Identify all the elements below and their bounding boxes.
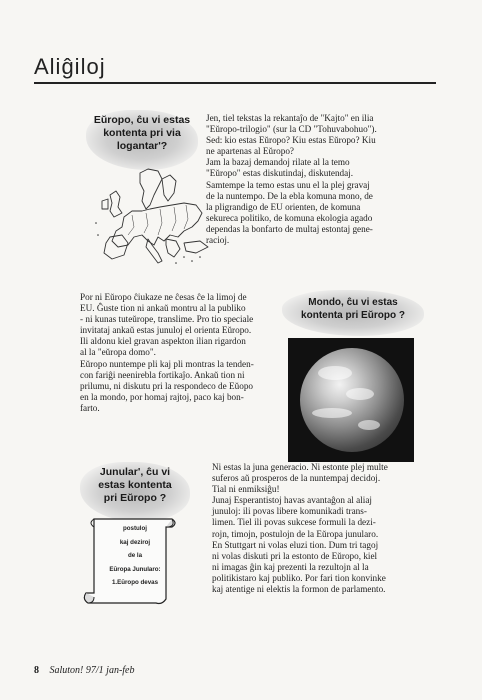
text-line: ni volas diskuti pri la estonto de Eŭropo, kiel (212, 550, 378, 561)
text-line: rojn, timojn, postulojn de la Eŭropa junularo. (212, 528, 379, 539)
section-title: Aliĝiloj (34, 54, 106, 79)
paragraph-europe-borders (80, 292, 276, 414)
bubble-line: Eŭropo, ĉu vi estas (93, 114, 191, 126)
text-line: Eŭropo nuntempe pli kaj pli montras la tenden- (80, 358, 254, 369)
text-line: invitataj ankaŭ estas junuloj el orienta Eŭropo. (80, 325, 252, 336)
page-number: 8 (34, 665, 39, 676)
paragraph-europe-intro (206, 113, 434, 246)
text-line: Sed: kio estas Eŭropo? Kiu estas Eŭropo? Kiu (206, 135, 376, 146)
bubble-world-question (282, 290, 424, 336)
bubble-line: estas kontenta (98, 479, 172, 491)
scroll-line: de la (127, 552, 143, 559)
text-line: kaj atentige ni elektis la formon de parlamento. (212, 584, 386, 595)
magazine-issue: Saluton! 97/1 jan-feb (49, 665, 135, 676)
scroll-line: Eŭropa Junularo: (109, 565, 161, 573)
text-line: farto. (80, 402, 100, 413)
text-line: EU. Ĝuste tion ni ankaŭ montru al la publiko (80, 303, 246, 314)
bubble-line: logantar'? (116, 140, 168, 152)
header-rule (34, 82, 436, 84)
text-line: sekureca politiko, de komuna ekologia agado (206, 212, 373, 223)
text-line: Por ni Eŭropo ĉiukaze ne ĉesas ĉe la limoj de (80, 292, 247, 302)
text-line: Tial ni enmiksiĝu! (212, 484, 280, 495)
text-line: con fariĝi neenirebla fortikaĵo. Ankaŭ tion ni (80, 369, 245, 380)
text-line: junuloj: ili povas libere komunikadi trans- (212, 506, 367, 517)
text-line: Ni estas la juna generacio. Ni estonte plej multe (212, 462, 388, 472)
text-line: "Eŭropo-trilogio" (sur la CD "Tohuvabohuo"). (206, 124, 377, 135)
scroll-line: postuloj (122, 525, 148, 532)
text-line: politikistaro kaj publiko. Por fari tion konvinke (212, 572, 386, 583)
bubble-line: Junular', ĉu vi (99, 466, 171, 478)
bubble-line: pri Eŭropo ? (103, 492, 167, 504)
text-line: Jam la bazaj demandoj rilate al la temo (206, 157, 350, 168)
text-line: racioj. (206, 235, 230, 246)
text-line: dependas la bonfarto de multaj estontaj gene- (206, 223, 373, 234)
text-line: la pligrandigo de EU orienten, de komuna (206, 201, 361, 212)
text-line: en la mondo, por homaj rajtoj, paco kaj bon- (80, 391, 244, 402)
bubble-youth-question (80, 462, 190, 522)
text-line: En Stuttgart ni volas eluzi tion. Dum tri tagoj (212, 539, 379, 550)
text-line: ne apartenas al Eŭropo? (206, 146, 295, 157)
bubble-line: kontenta pri via (103, 127, 181, 139)
text-line: "Eŭropo" estas diskutindaj, diskutendaj. (206, 168, 354, 179)
page-footer (34, 665, 135, 676)
scroll-line: kaj deziroj (119, 538, 151, 546)
text-line: Junaj Esperantistoj havas avantaĝon al aliaj (212, 495, 372, 506)
earth-photo (288, 338, 414, 462)
text-line: Ili aldonu kiel gravan aspekton ilian rigardon (80, 336, 246, 347)
text-line: ni imagas ĝin kaj prezenti la rezultojn al la (212, 561, 369, 572)
text-line: limen. Tiel ili povas sukcese formuli la dezi- (212, 517, 376, 528)
text-line: suferos aŭ prosperos de la nuntempaj decidoj. (212, 473, 381, 484)
text-line: de la nuntempo. De la ebla komuna mono, de (206, 190, 373, 201)
bubble-line: kontenta pri Eŭropo ? (301, 310, 405, 321)
scroll-line: 1.Eŭropo devas (111, 579, 159, 586)
text-line: - ni kunas tuteŭrope, translime. Pro tio speciale (80, 314, 254, 325)
paragraph-youth (212, 462, 438, 595)
text-line: prilumu, ni diskutu pri la respondeco de Eŭopo (80, 380, 254, 391)
europe-map-image (88, 165, 213, 270)
text-line: al la "eŭropa domo". (80, 347, 156, 358)
bubble-europe-question (86, 110, 198, 170)
scroll-text (99, 522, 171, 590)
text-line: Samtempe la temo estas unu el la plej gravaj (206, 179, 370, 190)
text-line: Jen, tiel tekstas la rekantaĵo de "Kajto" en ilia (206, 113, 374, 123)
bubble-line: Mondo, ĉu vi estas (308, 297, 398, 308)
